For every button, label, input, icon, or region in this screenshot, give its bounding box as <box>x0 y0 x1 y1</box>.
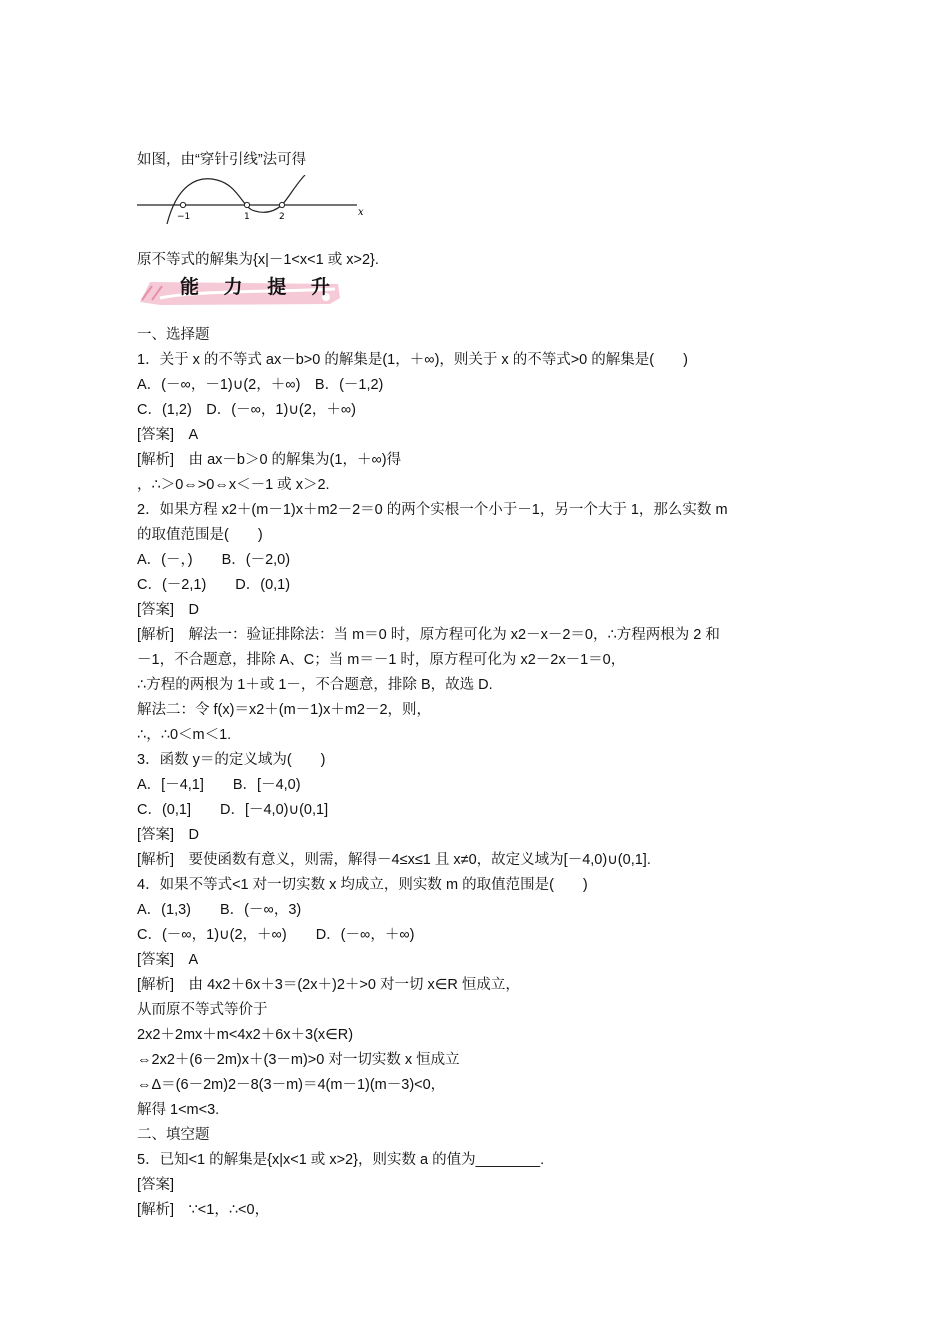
text-line: 二、填空题 <box>137 1127 210 1143</box>
text-line: C．(－2,1) D．(0,1) <box>137 577 291 593</box>
text-line: C．(－∞，1)∪(2，＋∞) D．(－∞，＋∞) <box>137 927 415 943</box>
text-line: A．(1,3) B．(－∞，3) <box>137 902 302 918</box>
text-line: 4．如果不等式<1 对一切实数 x 均成立，则实数 m 的取值范围是( ) <box>137 877 588 893</box>
text-line: ∴，∴0＜m＜1. <box>137 727 232 743</box>
text-line: 1．关于 x 的不等式 ax－b>0 的解集是(1，＋∞)，则关于 x 的不等式>0 的解集是( ) <box>137 352 688 368</box>
label-x: x <box>358 207 364 218</box>
text-line: [解析] 解法一：验证排除法：当 m＝0 时，原方程可化为 x2－x－2＝0，∴方程两根为 2 和 <box>137 627 720 643</box>
text-line: －1，不合题意，排除 A、C；当 m＝－1 时，原方程可化为 x2－2x－1＝0， <box>137 652 626 668</box>
text-line: ∴方程的两根为 1＋或 1－，不合题意，排除 B，故选 D. <box>137 677 493 693</box>
text-line: A．(－，) B．(－2,0) <box>137 552 291 568</box>
text-line: ，∴＞0⇔>0⇔x＜－1 或 x＞2. <box>137 477 330 493</box>
text-line: C．(0,1] D．[－4,0)∪(0,1] <box>137 802 329 818</box>
text-line: ⇔Δ＝(6－2m)2－8(3－m)＝4(m－1)(m－3)<0， <box>137 1077 446 1093</box>
intro-text: 如图，由“穿针引线”法可得 <box>137 152 307 168</box>
section-banner <box>140 272 340 308</box>
text-line: 2．如果方程 x2＋(m－1)x＋m2－2＝0 的两个实根一个小于－1，另一个大于 1，那么实数 m <box>137 502 728 518</box>
text-line: A．(－∞，－1)∪(2，＋∞) B．(－1,2) <box>137 377 384 393</box>
text-line: [解析] ∵<1，∴<0， <box>137 1202 270 1218</box>
label-1: 1 <box>244 212 250 222</box>
text-line: [答案] A <box>137 952 199 968</box>
text-line: 从而原不等式等价于 <box>137 1002 268 1018</box>
text-line: [答案] A <box>137 427 199 443</box>
text-line: [解析] 由 ax－b＞0 的解集为(1，＋∞)得 <box>137 452 402 468</box>
sign-chart-figure <box>137 175 367 225</box>
label-neg1: −1 <box>177 212 191 222</box>
text-line: A．[－4,1] B．[－4,0) <box>137 777 301 793</box>
text-line: [解析] 要使函数有意义，则需，解得－4≤x≤1 且 x≠0，故定义域为[－4,0)∪(0,1]. <box>137 852 651 868</box>
text-line: ⇔2x2＋(6－2m)x＋(3－m)>0 对一切实数 x 恒成立 <box>137 1052 460 1068</box>
text-line: 3．函数 y＝的定义域为( ) <box>137 752 326 768</box>
text-line: [答案] D <box>137 827 200 843</box>
text-line: 一、选择题 <box>137 327 210 343</box>
text-line: C．(1,2) D．(－∞，1)∪(2，＋∞) <box>137 402 356 418</box>
text-line: 5．已知<1 的解集是{x|x<1 或 x>2}，则实数 a 的值为________. <box>137 1152 545 1168</box>
text-line: [解析] 由 4x2＋6x＋3＝(2x＋)2＋>0 对一切 x∈R 恒成立， <box>137 977 520 993</box>
root-marker-2 <box>279 202 284 207</box>
text-line: 2x2＋2mx＋m<4x2＋6x＋3(x∈R) <box>137 1027 354 1043</box>
text-line: [答案] D <box>137 602 200 618</box>
banner-title: 能 力 提 升 <box>180 276 339 298</box>
text-line: [答案] <box>137 1177 175 1193</box>
root-marker-neg1 <box>180 202 185 207</box>
text-line: 解得 1<m<3. <box>137 1102 220 1118</box>
intro-conclusion: 原不等式的解集为{x|－1<x<1 或 x>2}. <box>137 252 379 268</box>
text-line: 解法二：令 f(x)＝x2＋(m－1)x＋m2－2，则， <box>137 702 432 718</box>
label-2: 2 <box>279 212 285 222</box>
root-marker-1 <box>244 202 249 207</box>
text-line: 的取值范围是( ) <box>137 527 263 543</box>
